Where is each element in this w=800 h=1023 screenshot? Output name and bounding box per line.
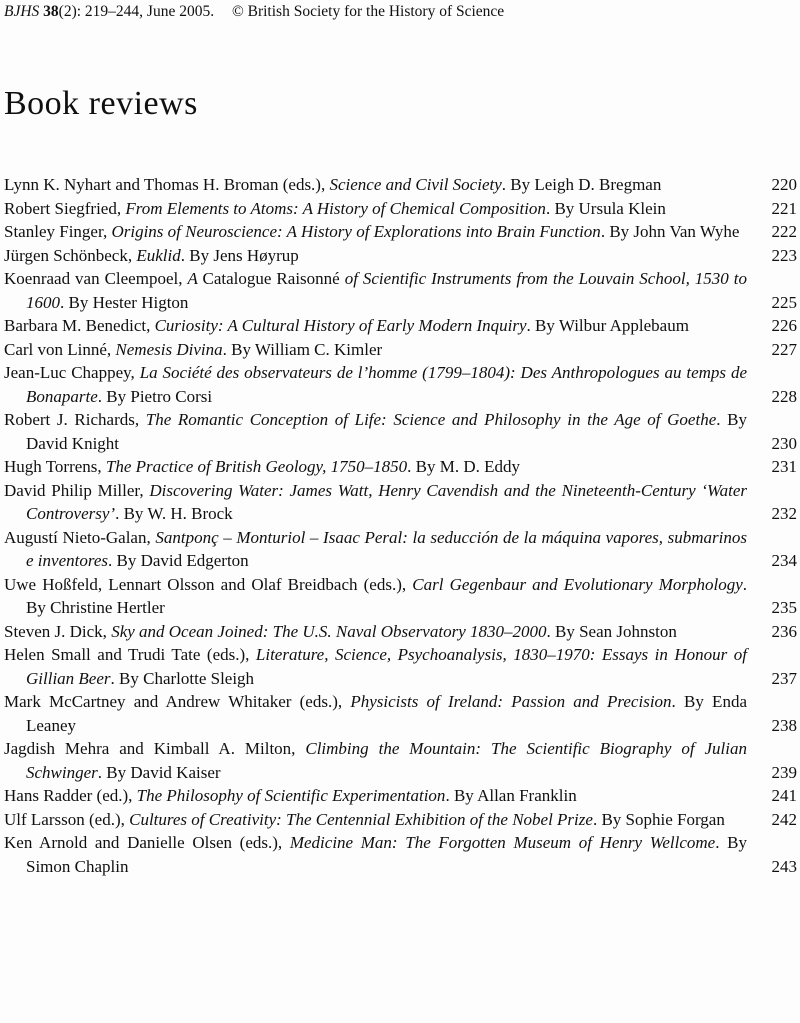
- entry-citation: Mark McCartney and Andrew Whitaker (eds.), Physicists of Ireland: Passion and Precision. By Enda Leaney: [4, 692, 747, 735]
- entry-page-number: 225: [771, 292, 797, 312]
- entry-citation: Jürgen Schönbeck, Euklid. By Jens Høyrup: [4, 245, 299, 265]
- book-review-entry: [4, 408, 797, 455]
- entry-citation: Jagdish Mehra and Kimball A. Milton, Climbing the Mountain: The Scientific Biography of Julian Schwinger. By David Kaiser: [4, 739, 747, 782]
- entry-page-number: 234: [771, 551, 797, 571]
- entry-citation: Ken Arnold and Danielle Olsen (eds.), Medicine Man: The Forgotten Museum of Henry Wellcome. By Simon Chaplin: [4, 833, 747, 876]
- entry-page-number: 241: [771, 786, 797, 806]
- book-review-entry: [4, 808, 797, 832]
- book-review-entry: [4, 784, 797, 808]
- entry-page-number: 239: [771, 762, 797, 782]
- book-review-entry: [4, 197, 797, 221]
- entry-page-number: 230: [771, 433, 797, 453]
- book-review-entry: [4, 361, 797, 408]
- book-review-entry: [4, 526, 797, 573]
- book-review-entry: [4, 690, 797, 737]
- book-reviews-list: [4, 173, 797, 878]
- entry-citation: Steven J. Dick, Sky and Ocean Joined: The U.S. Naval Observatory 1830–2000. By Sean Johnston: [4, 621, 677, 641]
- book-review-entry: [4, 220, 797, 244]
- book-review-entry: [4, 455, 797, 479]
- entry-page-number: 228: [771, 386, 797, 406]
- entry-citation: Carl von Linné, Nemesis Divina. By William C. Kimler: [4, 339, 383, 359]
- entry-citation: Robert Siegfried, From Elements to Atoms: A History of Chemical Composition. By Ursula Klein: [4, 198, 666, 218]
- entry-page-number: 242: [771, 809, 797, 829]
- entry-page-number: 235: [771, 598, 797, 618]
- copyright-notice: © British Society for the History of Science: [231, 3, 505, 20]
- entry-page-number: 220: [771, 175, 797, 195]
- entry-page-number: 222: [771, 222, 797, 242]
- entry-citation: Uwe Hoßfeld, Lennart Olsson and Olaf Breidbach (eds.), Carl Gegenbaur and Evolutionary Morphology. By Christine Hertler: [4, 574, 747, 618]
- entry-citation: Koenraad van Cleempoel, A Catalogue Raisonné of Scientific Instruments from the Louvain School, 1530 to 1600. By Hester Higton: [4, 269, 747, 312]
- book-review-entry: [4, 267, 797, 314]
- entry-citation: Stanley Finger, Origins of Neuroscience: A History of Explorations into Brain Function. By John Van Wyhe: [4, 222, 740, 242]
- volume-number: 38: [43, 3, 59, 20]
- issue-pages: (2): 219–244, June 2005.: [58, 3, 215, 20]
- entry-citation: Lynn K. Nyhart and Thomas H. Broman (eds.), Science and Civil Society. By Leigh D. Bregman: [4, 175, 662, 195]
- book-review-entry: [4, 244, 797, 268]
- book-review-entry: [4, 338, 797, 362]
- page-title: Book reviews: [4, 85, 198, 122]
- journal-header: [4, 3, 797, 21]
- book-review-entry: [4, 314, 797, 338]
- entry-page-number: 238: [771, 715, 797, 735]
- entry-page-number: 221: [771, 198, 797, 218]
- book-review-entry: [4, 831, 797, 878]
- entry-page-number: 231: [771, 457, 797, 477]
- journal-abbrev: BJHS: [4, 3, 40, 20]
- entry-citation: Augustí Nieto-Galan, Santponç – Monturiol – Isaac Peral: la seducción de la máquina vapores, submarinos e inventores. By David Edgerton: [4, 527, 748, 571]
- entry-citation: Hans Radder (ed.), The Philosophy of Scientific Experimentation. By Allan Franklin: [4, 786, 577, 806]
- entry-page-number: 232: [771, 504, 797, 524]
- book-review-entry: [4, 620, 797, 644]
- entry-page-number: 237: [771, 668, 797, 688]
- entry-citation: David Philip Miller, Discovering Water: James Watt, Henry Cavendish and the Nineteenth-Century ‘Water Controversy’. By W. H. Brock: [4, 480, 747, 524]
- entry-citation: Helen Small and Trudi Tate (eds.), Literature, Science, Psychoanalysis, 1830–1970: Essays in Honour of Gillian Beer. By Charlotte Sleigh: [4, 645, 748, 688]
- entry-citation: Robert J. Richards, The Romantic Conception of Life: Science and Philosophy in the Age of Goethe. By David Knight: [4, 410, 747, 453]
- entry-citation: Jean-Luc Chappey, La Société des observateurs de l’homme (1799–1804): Des Anthropologues au temps de Bonaparte. By Pietro Corsi: [4, 363, 747, 406]
- book-review-entry: [4, 173, 797, 197]
- book-review-entry: [4, 479, 797, 526]
- entry-citation: Barbara M. Benedict, Curiosity: A Cultural History of Early Modern Inquiry. By Wilbur Applebaum: [4, 316, 689, 336]
- entry-page-number: 236: [771, 621, 797, 641]
- entry-page-number: 223: [771, 245, 797, 265]
- journal-issue-info: [43, 3, 214, 20]
- entry-citation: Hugh Torrens, The Practice of British Geology, 1750–1850. By M. D. Eddy: [4, 457, 521, 477]
- entry-page-number: 243: [771, 856, 797, 876]
- entry-page-number: 227: [771, 339, 797, 359]
- book-review-entry: [4, 573, 797, 620]
- entry-citation: Ulf Larsson (ed.), Cultures of Creativity: The Centennial Exhibition of the Nobel Prize. By Sophie Forgan: [4, 809, 725, 829]
- entry-page-number: 226: [771, 316, 797, 336]
- book-review-entry: [4, 643, 797, 690]
- book-review-entry: [4, 737, 797, 784]
